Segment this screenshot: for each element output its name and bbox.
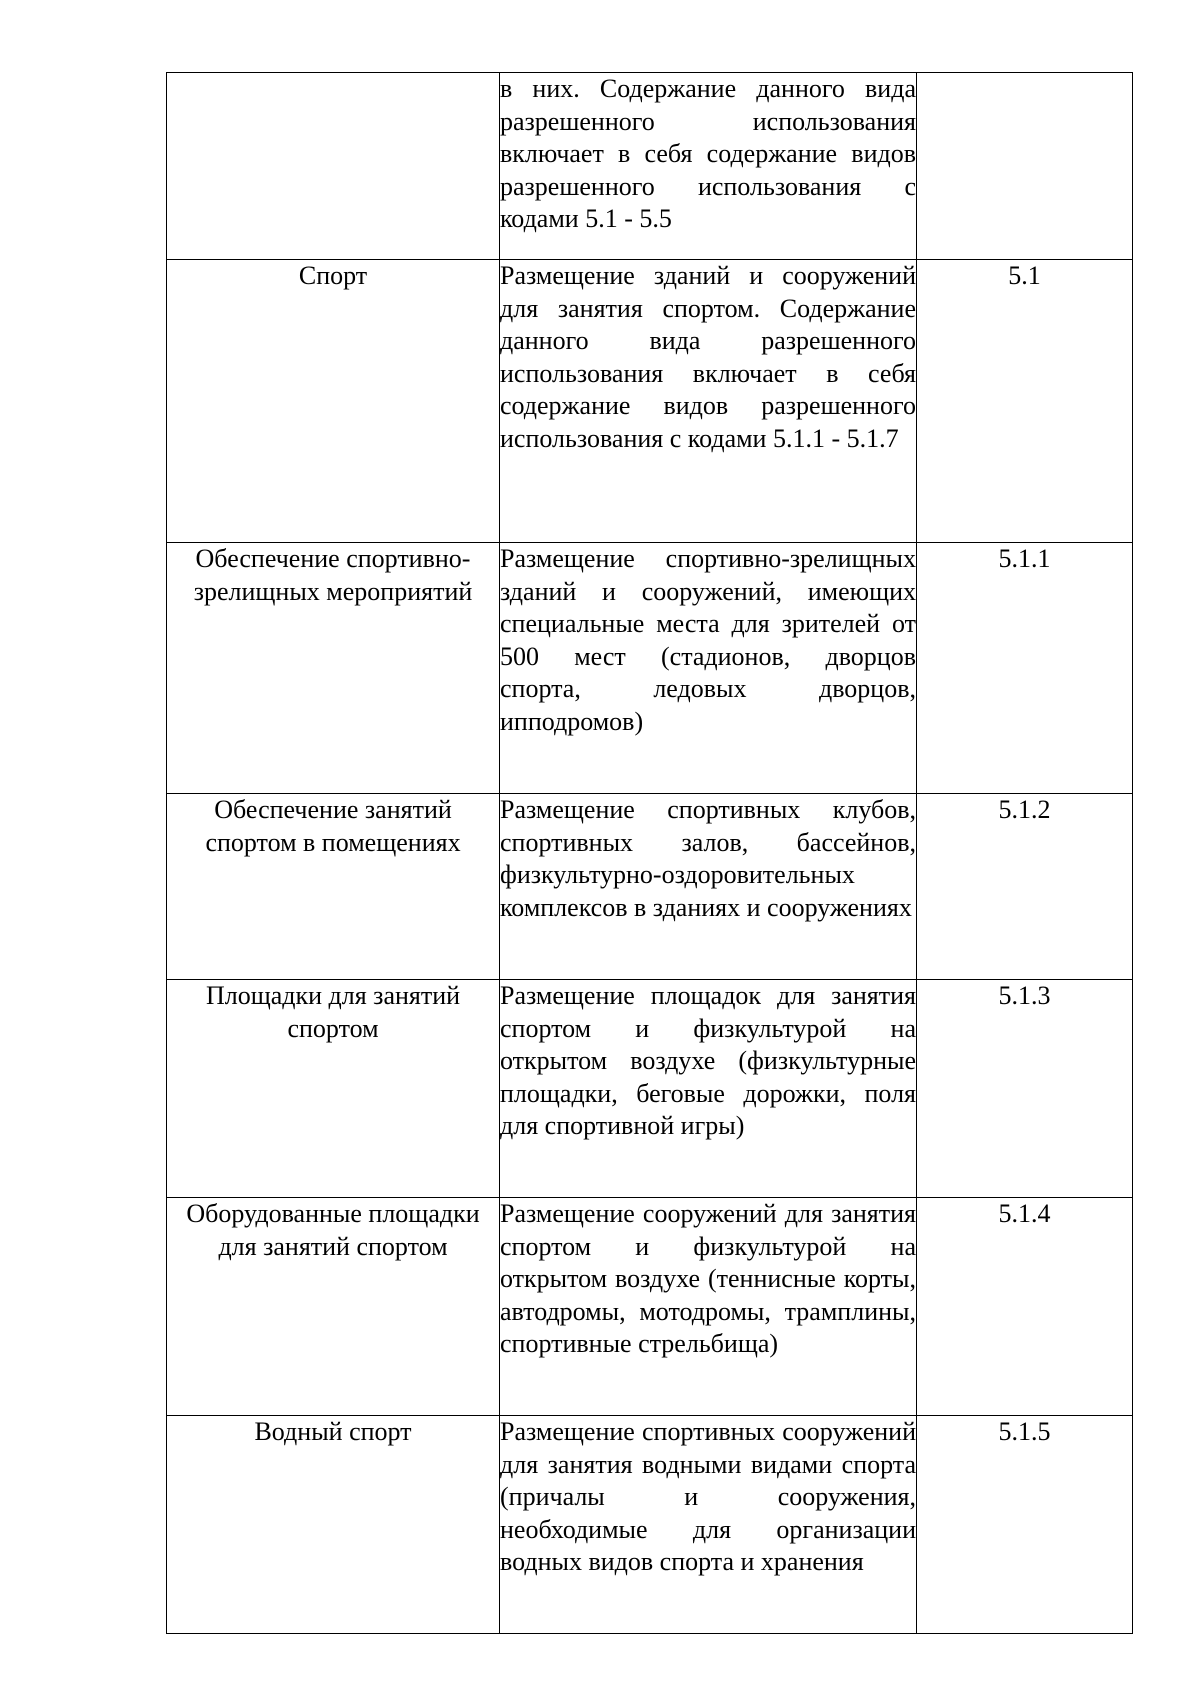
use-description-text: в них. Содержание данного вида разрешенного использования включает в себя содержание видов разрешенного использования с кодами 5.1 - 5.5 — [500, 74, 916, 233]
use-description-cell — [500, 260, 917, 543]
use-code-cell: 5.1.2 — [917, 794, 1133, 980]
use-code-cell: 5.1.3 — [917, 980, 1133, 1198]
use-code-cell: 5.1.1 — [917, 543, 1133, 794]
use-name-cell: Площадки для занятий спортом — [167, 980, 500, 1198]
use-name-cell: Обеспечение спортивно-зрелищных мероприятий — [167, 543, 500, 794]
land-use-table — [166, 72, 1133, 1634]
use-description-text: Размещение спортивных клубов, спортивных залов, бассейнов, физкультурно-оздоровительных комплексов в зданиях и сооружениях — [500, 795, 916, 922]
use-name-cell: Спорт — [167, 260, 500, 543]
use-description-cell — [500, 1416, 917, 1634]
use-description-cell — [500, 980, 917, 1198]
use-code-cell: 5.1 — [917, 260, 1133, 543]
use-code-cell: 5.1.4 — [917, 1198, 1133, 1416]
use-description-text: Размещение спортивно-зрелищных зданий и сооружений, имеющих специальные места для зрителей от 500 мест (стадионов, дворцов спорта, ледовых дворцов, ипподромов) — [500, 544, 916, 736]
use-description-text: Размещение спортивных сооружений для занятия водными видами спорта (причалы и сооружения, необходимые для организации водных видов спорта и хранения — [500, 1417, 916, 1576]
use-name-cell: Обеспечение занятий спортом в помещениях — [167, 794, 500, 980]
table-row — [167, 980, 1133, 1198]
table-row — [167, 794, 1133, 980]
use-description-cell — [500, 794, 917, 980]
table-row — [167, 1416, 1133, 1634]
use-description-cell — [500, 1198, 917, 1416]
use-name-cell — [167, 73, 500, 260]
table-row — [167, 260, 1133, 543]
use-name-cell: Оборудованные площадки для занятий спортом — [167, 1198, 500, 1416]
use-description-cell — [500, 73, 917, 260]
use-code-cell — [917, 73, 1133, 260]
use-code-cell: 5.1.5 — [917, 1416, 1133, 1634]
use-name-cell: Водный спорт — [167, 1416, 500, 1634]
use-description-text: Размещение зданий и сооружений для занятия спортом. Содержание данного вида разрешенного использования включает в себя содержание видов разрешенного использования с кодами 5.1.1 - 5.1.7 — [500, 261, 916, 453]
use-description-text: Размещение площадок для занятия спортом и физкультурой на открытом воздухе (физкультурные площадки, беговые дорожки, поля для спортивной игры) — [500, 981, 916, 1140]
use-description-text: Размещение сооружений для занятия спортом и физкультурой на открытом воздухе (теннисные корты, автодромы, мотодромы, трамплины, спортивные стрельбища) — [500, 1199, 916, 1358]
table-row — [167, 543, 1133, 794]
table-row — [167, 1198, 1133, 1416]
use-description-cell — [500, 543, 917, 794]
table-row — [167, 73, 1133, 260]
